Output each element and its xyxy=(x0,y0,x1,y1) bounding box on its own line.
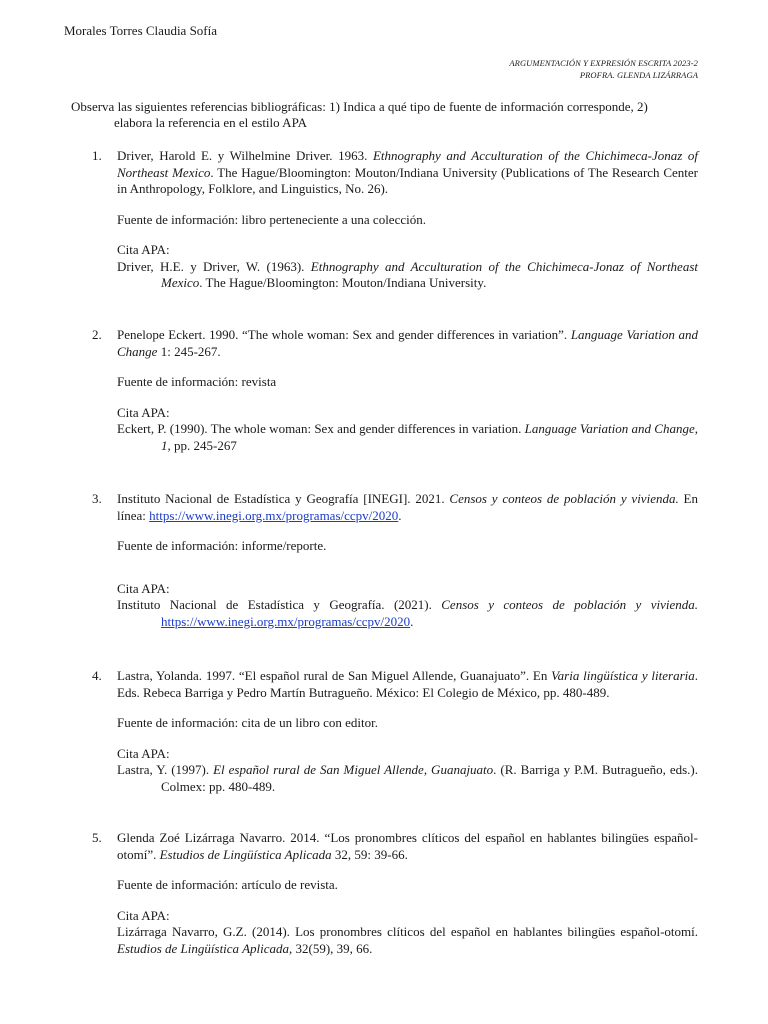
apa-label: Cita APA: xyxy=(117,404,170,420)
apa-citation: Lastra, Y. (1997). El español rural de San Miguel Allende, Guanajuato. (R. Barriga y P.M. Butragueño, eds.). Colmex: pp. 480-489. xyxy=(117,762,698,794)
list-item xyxy=(92,491,698,630)
original-reference: Penelope Eckert. 1990. “The whole woman: Sex and gender differences in variation”. Language Variation and Change 1: 245-267. xyxy=(117,327,698,359)
original-reference: Lastra, Yolanda. 1997. “El español rural de San Miguel Allende, Guanajuato”. En Varia lingüística y literaria. Eds. Rebeca Barriga y Pedro Martín Butragueño. México: El Colegio de México, pp. 480-489. xyxy=(117,668,698,700)
item-number: 5. xyxy=(92,830,102,845)
source-type: Fuente de información: informe/reporte. xyxy=(117,538,327,553)
course-title: ARGUMENTACIÓN Y EXPRESIÓN ESCRITA 2023-2 xyxy=(509,58,698,68)
instructions xyxy=(71,99,701,131)
source-type: Fuente de información: revista xyxy=(117,374,277,389)
list-item xyxy=(92,327,698,454)
instructions-line-2: elabora la referencia en el estilo APA xyxy=(114,115,307,130)
instructions-line-1: Observa las siguientes referencias bibliográficas: 1) Indica a qué tipo de fuente de información corresponde, 2) xyxy=(71,99,648,114)
item-number: 4. xyxy=(92,668,102,683)
original-reference: Instituto Nacional de Estadística y Geografía [INEGI]. 2021. Censos y conteos de población y vivienda. En línea: https://www.inegi.org.mx/programas/ccpv/2020. xyxy=(117,491,698,523)
source-type: Fuente de información: cita de un libro con editor. xyxy=(117,715,379,730)
inegi-link[interactable]: https://www.inegi.org.mx/programas/ccpv/2020 xyxy=(149,507,399,523)
apa-citation: Eckert, P. (1990). The whole woman: Sex and gender differences in variation. Language Variation and Change, 1, pp. 245-267 xyxy=(117,421,698,453)
apa-citation: Lizárraga Navarro, G.Z. (2014). Los pronombres clíticos del español en hablantes bilingües español-otomí. Estudios de Lingüística Aplicada, 32(59), 39, 66. xyxy=(117,924,698,956)
apa-citation: Driver, H.E. y Driver, W. (1963). Ethnography and Acculturation of the Chichimeca-Jonaz of Northeast Mexico. The Hague/Bloomington: Mouton/Indiana University. xyxy=(117,258,698,290)
list-item xyxy=(92,148,698,292)
source-type: Fuente de información: libro perteneciente a una colección. xyxy=(117,211,426,227)
list-item xyxy=(92,668,698,795)
item-number: 2. xyxy=(92,327,102,342)
list-item xyxy=(92,830,698,957)
apa-label: Cita APA: xyxy=(117,907,170,923)
item-number: 3. xyxy=(92,491,102,506)
inegi-link[interactable]: https://www.inegi.org.mx/programas/ccpv/2020 xyxy=(161,613,411,629)
apa-label: Cita APA: xyxy=(117,242,170,257)
course-header xyxy=(509,57,698,81)
apa-label: Cita APA: xyxy=(117,580,170,596)
author-name: Morales Torres Claudia Sofía xyxy=(64,23,218,38)
teacher-name: PROFRA. GLENDA LIZÁRRAGA xyxy=(579,70,698,80)
original-reference: Driver, Harold E. y Wilhelmine Driver. 1963. Ethnography and Acculturation of the Chichimeca-Jonaz of Northeast Mexico. The Hague/Bloomington: Mouton/Indiana University (Publications of The Research Center in Anthropology, Folklore, and Linguistics, No. 26). xyxy=(117,148,699,196)
apa-citation: Instituto Nacional de Estadística y Geografía. (2021). Censos y conteos de población y vivienda. https://www.inegi.org.mx/programas/ccpv/2020. xyxy=(117,597,698,629)
item-number: 1. xyxy=(92,148,102,163)
apa-label: Cita APA: xyxy=(117,745,170,761)
original-reference: Glenda Zoé Lizárraga Navarro. 2014. “Los pronombres clíticos del español en hablantes bilingües español-otomí”. Estudios de Lingüística Aplicada 32, 59: 39-66. xyxy=(117,830,698,862)
source-type: Fuente de información: artículo de revista. xyxy=(117,877,338,892)
